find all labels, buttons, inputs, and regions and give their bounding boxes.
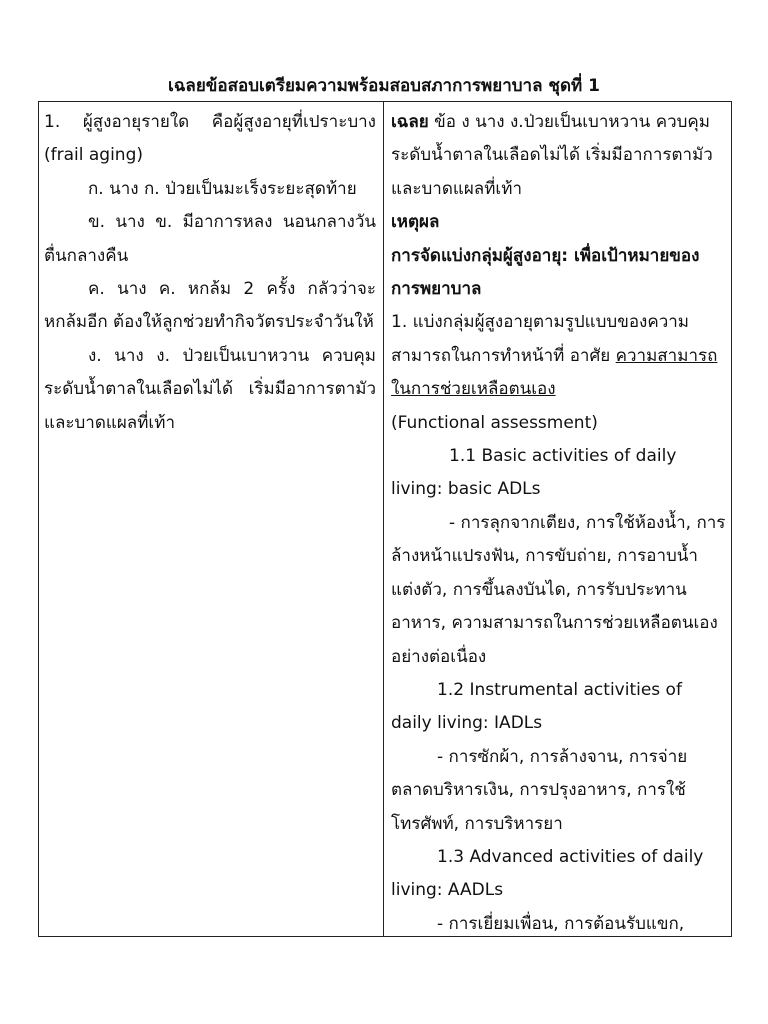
point-1 [391,306,727,406]
choice-c: ค. นาง ค. หกล้ม 2 ครั้ง กลัวว่าจะหกล้มอีก ต้องให้ลูกช่วยทำกิจวัตรประจำวันให้ [44,279,376,333]
subsection-2-items: - การซักผ้า, การล้างจาน, การจ่ายตลาดบริหารเงิน, การปรุงอาหาร, การใช้โทรศัพท์, การบริหารยา [391,746,688,834]
answer-text: ข้อ ง นาง ง.ป่วยเป็นเบาหวาน ควบคุมระดับน้ำตาลในเลือดไม่ได้ เริ่มมีอาการตามัวและบาดแผลที่เท้า [391,112,713,199]
question-stem: 1. ผู้สูงอายุรายใด คือผู้สูงอายุที่เปราะบาง (frail aging) [44,112,376,166]
page-title: เฉลยข้อสอบเตรียมความพร้อมสอบสภาการพยาบาล ชุดที่ 1 [168,76,600,96]
answer-table [38,101,732,937]
point-1-underlined: ความสามารถในการช่วยเหลือตนเอง [391,345,718,400]
point-1-prefix: 1. แบ่งกลุ่มผู้สูงอายุตามรูปแบบของความสามารถในการทำหน้าที่ อาศัย [391,312,689,366]
section-heading: การจัดแบ่งกลุ่มผู้สูงอายุ: เพื่อเป้าหมายของการพยาบาล [391,245,700,300]
answer-label: เฉลย [391,112,429,132]
choice-d: ง. นาง ง. ป่วยเป็นเบาหวาน ควบคุมระดับน้ำตาลในเลือดไม่ได้ เริ่มมีอาการตามัวและบาดแผลที่เท้า [44,345,376,433]
question-column [39,102,384,936]
answer-column [384,102,731,936]
subsection-3-heading: 1.3 Advanced activities of daily living: AADLs [391,846,704,901]
choice-b: ข. นาง ข. มีอาการหลง นอนกลางวัน ตื่นกลางคืน [44,212,376,266]
reason-label: เหตุผล [391,212,440,233]
point-1-suffix: (Functional assessment) [391,412,598,433]
subsection-2-heading: 1.2 Instrumental activities of daily living: IADLs [391,679,682,734]
subsection-1-heading: 1.1 Basic activities of daily living: basic ADLs [391,446,677,500]
answer-paragraph [391,106,727,206]
subsection-3-items: - การเยี่ยมเพื่อน, การต้อนรับแขก, [437,913,685,934]
subsection-1-items: - การลุกจากเตียง, การใช้ห้องน้ำ, การล้างหน้าแปรงฟัน, การขับถ่าย, การอาบน้ำแต่งตัว, การขึ้นลงบันได, การรับประทานอาหาร, ความสามารถในการช่วยเหลือตนเองอย่างต่อเนื่อง [391,512,726,667]
choice-a: ก. นาง ก. ป่วยเป็นมะเร็งระยะสุดท้าย [88,178,357,199]
